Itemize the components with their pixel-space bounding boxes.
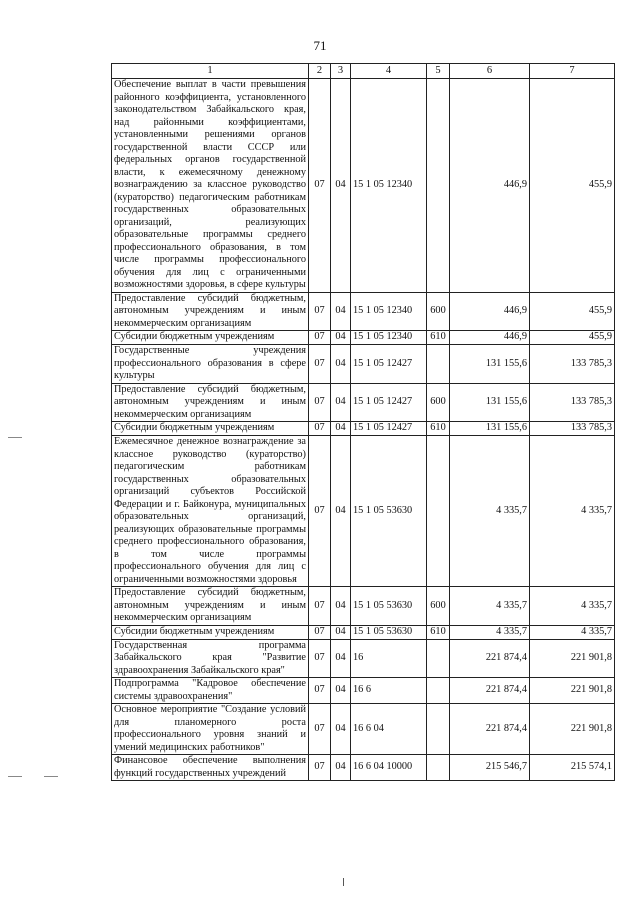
subsection-code: 04 <box>331 639 351 678</box>
column-header: 2 <box>309 64 331 79</box>
amount-year-2: 221 901,8 <box>530 704 615 755</box>
amount-year-1: 131 155,6 <box>450 422 530 436</box>
amount-year-1: 4 335,7 <box>450 625 530 639</box>
table-row <box>112 639 615 678</box>
section-code: 07 <box>309 436 331 587</box>
amount-year-1: 221 874,4 <box>450 639 530 678</box>
table-row <box>112 383 615 422</box>
table-row <box>112 678 615 704</box>
table-row <box>112 704 615 755</box>
section-code: 07 <box>309 383 331 422</box>
subsection-code: 04 <box>331 704 351 755</box>
row-name: Государственная программа Забайкальского края "Развитие здравоохранения Забайкальского края" <box>112 639 309 678</box>
target-article-code: 16 6 04 <box>351 704 427 755</box>
expense-type-code <box>427 79 450 293</box>
row-name: Ежемесячное денежное вознаграждение за классное руководство (кураторство) педагогическим работникам государственных образовательных организаций субъектов Российской Федерации и г. Байконура, муниципальных образовательных организаций, реализующих образовательные программы среднего профессионального образования, в том числе программы профессионального обучения для лиц с ограниченными возможностями здоровья <box>112 436 309 587</box>
target-article-code: 15 1 05 12340 <box>351 292 427 331</box>
table-row <box>112 436 615 587</box>
section-code: 07 <box>309 704 331 755</box>
amount-year-1: 221 874,4 <box>450 704 530 755</box>
row-name: Предоставление субсидий бюджетным, автономным учреждениям и иным некоммерческим организациям <box>112 292 309 331</box>
amount-year-2: 4 335,7 <box>530 436 615 587</box>
table-row <box>112 755 615 781</box>
section-code: 07 <box>309 755 331 781</box>
expense-type-code <box>427 345 450 384</box>
target-article-code: 15 1 05 12340 <box>351 331 427 345</box>
column-header: 4 <box>351 64 427 79</box>
subsection-code: 04 <box>331 678 351 704</box>
subsection-code: 04 <box>331 422 351 436</box>
table-row <box>112 587 615 626</box>
table-row <box>112 625 615 639</box>
margin-mark <box>44 776 58 777</box>
row-name: Предоставление субсидий бюджетным, автономным учреждениям и иным некоммерческим организациям <box>112 587 309 626</box>
amount-year-1: 446,9 <box>450 79 530 293</box>
subsection-code: 04 <box>331 436 351 587</box>
table-row <box>112 79 615 293</box>
expense-type-code: 610 <box>427 331 450 345</box>
subsection-code: 04 <box>331 383 351 422</box>
subsection-code: 04 <box>331 331 351 345</box>
table-row <box>112 345 615 384</box>
amount-year-1: 4 335,7 <box>450 436 530 587</box>
target-article-code: 16 6 04 10000 <box>351 755 427 781</box>
subsection-code: 04 <box>331 79 351 293</box>
expense-type-code: 600 <box>427 587 450 626</box>
amount-year-2: 221 901,8 <box>530 639 615 678</box>
amount-year-1: 446,9 <box>450 292 530 331</box>
expense-type-code <box>427 704 450 755</box>
section-code: 07 <box>309 639 331 678</box>
budget-table <box>111 63 615 781</box>
margin-mark <box>8 437 22 438</box>
column-header: 7 <box>530 64 615 79</box>
section-code: 07 <box>309 345 331 384</box>
row-name: Предоставление субсидий бюджетным, автономным учреждениям и иным некоммерческим организациям <box>112 383 309 422</box>
subsection-code: 04 <box>331 345 351 384</box>
target-article-code: 15 1 05 12427 <box>351 345 427 384</box>
section-code: 07 <box>309 678 331 704</box>
amount-year-2: 215 574,1 <box>530 755 615 781</box>
amount-year-2: 221 901,8 <box>530 678 615 704</box>
table-row <box>112 292 615 331</box>
row-name: Финансовое обеспечение выполнения функций государственных учреждений <box>112 755 309 781</box>
column-header: 6 <box>450 64 530 79</box>
section-code: 07 <box>309 79 331 293</box>
subsection-code: 04 <box>331 625 351 639</box>
column-header: 5 <box>427 64 450 79</box>
amount-year-2: 4 335,7 <box>530 625 615 639</box>
amount-year-2: 455,9 <box>530 292 615 331</box>
expense-type-code: 600 <box>427 383 450 422</box>
expense-type-code <box>427 639 450 678</box>
section-code: 07 <box>309 422 331 436</box>
column-header: 1 <box>112 64 309 79</box>
amount-year-1: 131 155,6 <box>450 345 530 384</box>
table-body <box>112 79 615 781</box>
target-article-code: 15 1 05 12340 <box>351 79 427 293</box>
row-name: Обеспечение выплат в части превышения районного коэффициента, установленного законодательством Забайкальского края, над районными коэффициентами, установленными решениями органов государственной власти СССР или федеральных органов государственной власти, к ежемесячному денежному вознаграждению за классное руководство (кураторство) педагогическим работникам государственных образовательных организаций, реализующих образовательные программы среднего профессионального образования, в том числе программы профессионального обучения для лиц с ограниченными возможностями здоровья, в сфере культуры <box>112 79 309 293</box>
row-name: Подпрограмма "Кадровое обеспечение системы здравоохранения" <box>112 678 309 704</box>
amount-year-1: 131 155,6 <box>450 383 530 422</box>
amount-year-2: 455,9 <box>530 331 615 345</box>
page-number: 71 <box>313 38 327 53</box>
table-row <box>112 331 615 345</box>
target-article-code: 15 1 05 12427 <box>351 422 427 436</box>
row-name: Субсидии бюджетным учреждениям <box>112 331 309 345</box>
amount-year-1: 4 335,7 <box>450 587 530 626</box>
expense-type-code: 610 <box>427 422 450 436</box>
amount-year-1: 221 874,4 <box>450 678 530 704</box>
header-row <box>112 64 615 79</box>
amount-year-2: 133 785,3 <box>530 345 615 384</box>
bottom-mark <box>343 878 344 886</box>
column-header: 3 <box>331 64 351 79</box>
amount-year-2: 133 785,3 <box>530 383 615 422</box>
expense-type-code: 600 <box>427 292 450 331</box>
expense-type-code <box>427 678 450 704</box>
target-article-code: 16 6 <box>351 678 427 704</box>
target-article-code: 15 1 05 12427 <box>351 383 427 422</box>
amount-year-2: 4 335,7 <box>530 587 615 626</box>
table-row <box>112 422 615 436</box>
amount-year-1: 215 546,7 <box>450 755 530 781</box>
amount-year-1: 446,9 <box>450 331 530 345</box>
amount-year-2: 133 785,3 <box>530 422 615 436</box>
subsection-code: 04 <box>331 292 351 331</box>
target-article-code: 15 1 05 53630 <box>351 625 427 639</box>
target-article-code: 15 1 05 53630 <box>351 436 427 587</box>
margin-mark <box>8 776 22 777</box>
amount-year-2: 455,9 <box>530 79 615 293</box>
section-code: 07 <box>309 292 331 331</box>
row-name: Субсидии бюджетным учреждениям <box>112 625 309 639</box>
section-code: 07 <box>309 625 331 639</box>
subsection-code: 04 <box>331 587 351 626</box>
expense-type-code: 610 <box>427 625 450 639</box>
target-article-code: 16 <box>351 639 427 678</box>
row-name: Основное мероприятие "Создание условий для планомерного роста профессионального уровня знаний и умений медицинских работников" <box>112 704 309 755</box>
row-name: Государственные учреждения профессионального образования в сфере культуры <box>112 345 309 384</box>
expense-type-code <box>427 436 450 587</box>
row-name: Субсидии бюджетным учреждениям <box>112 422 309 436</box>
section-code: 07 <box>309 331 331 345</box>
subsection-code: 04 <box>331 755 351 781</box>
expense-type-code <box>427 755 450 781</box>
target-article-code: 15 1 05 53630 <box>351 587 427 626</box>
section-code: 07 <box>309 587 331 626</box>
